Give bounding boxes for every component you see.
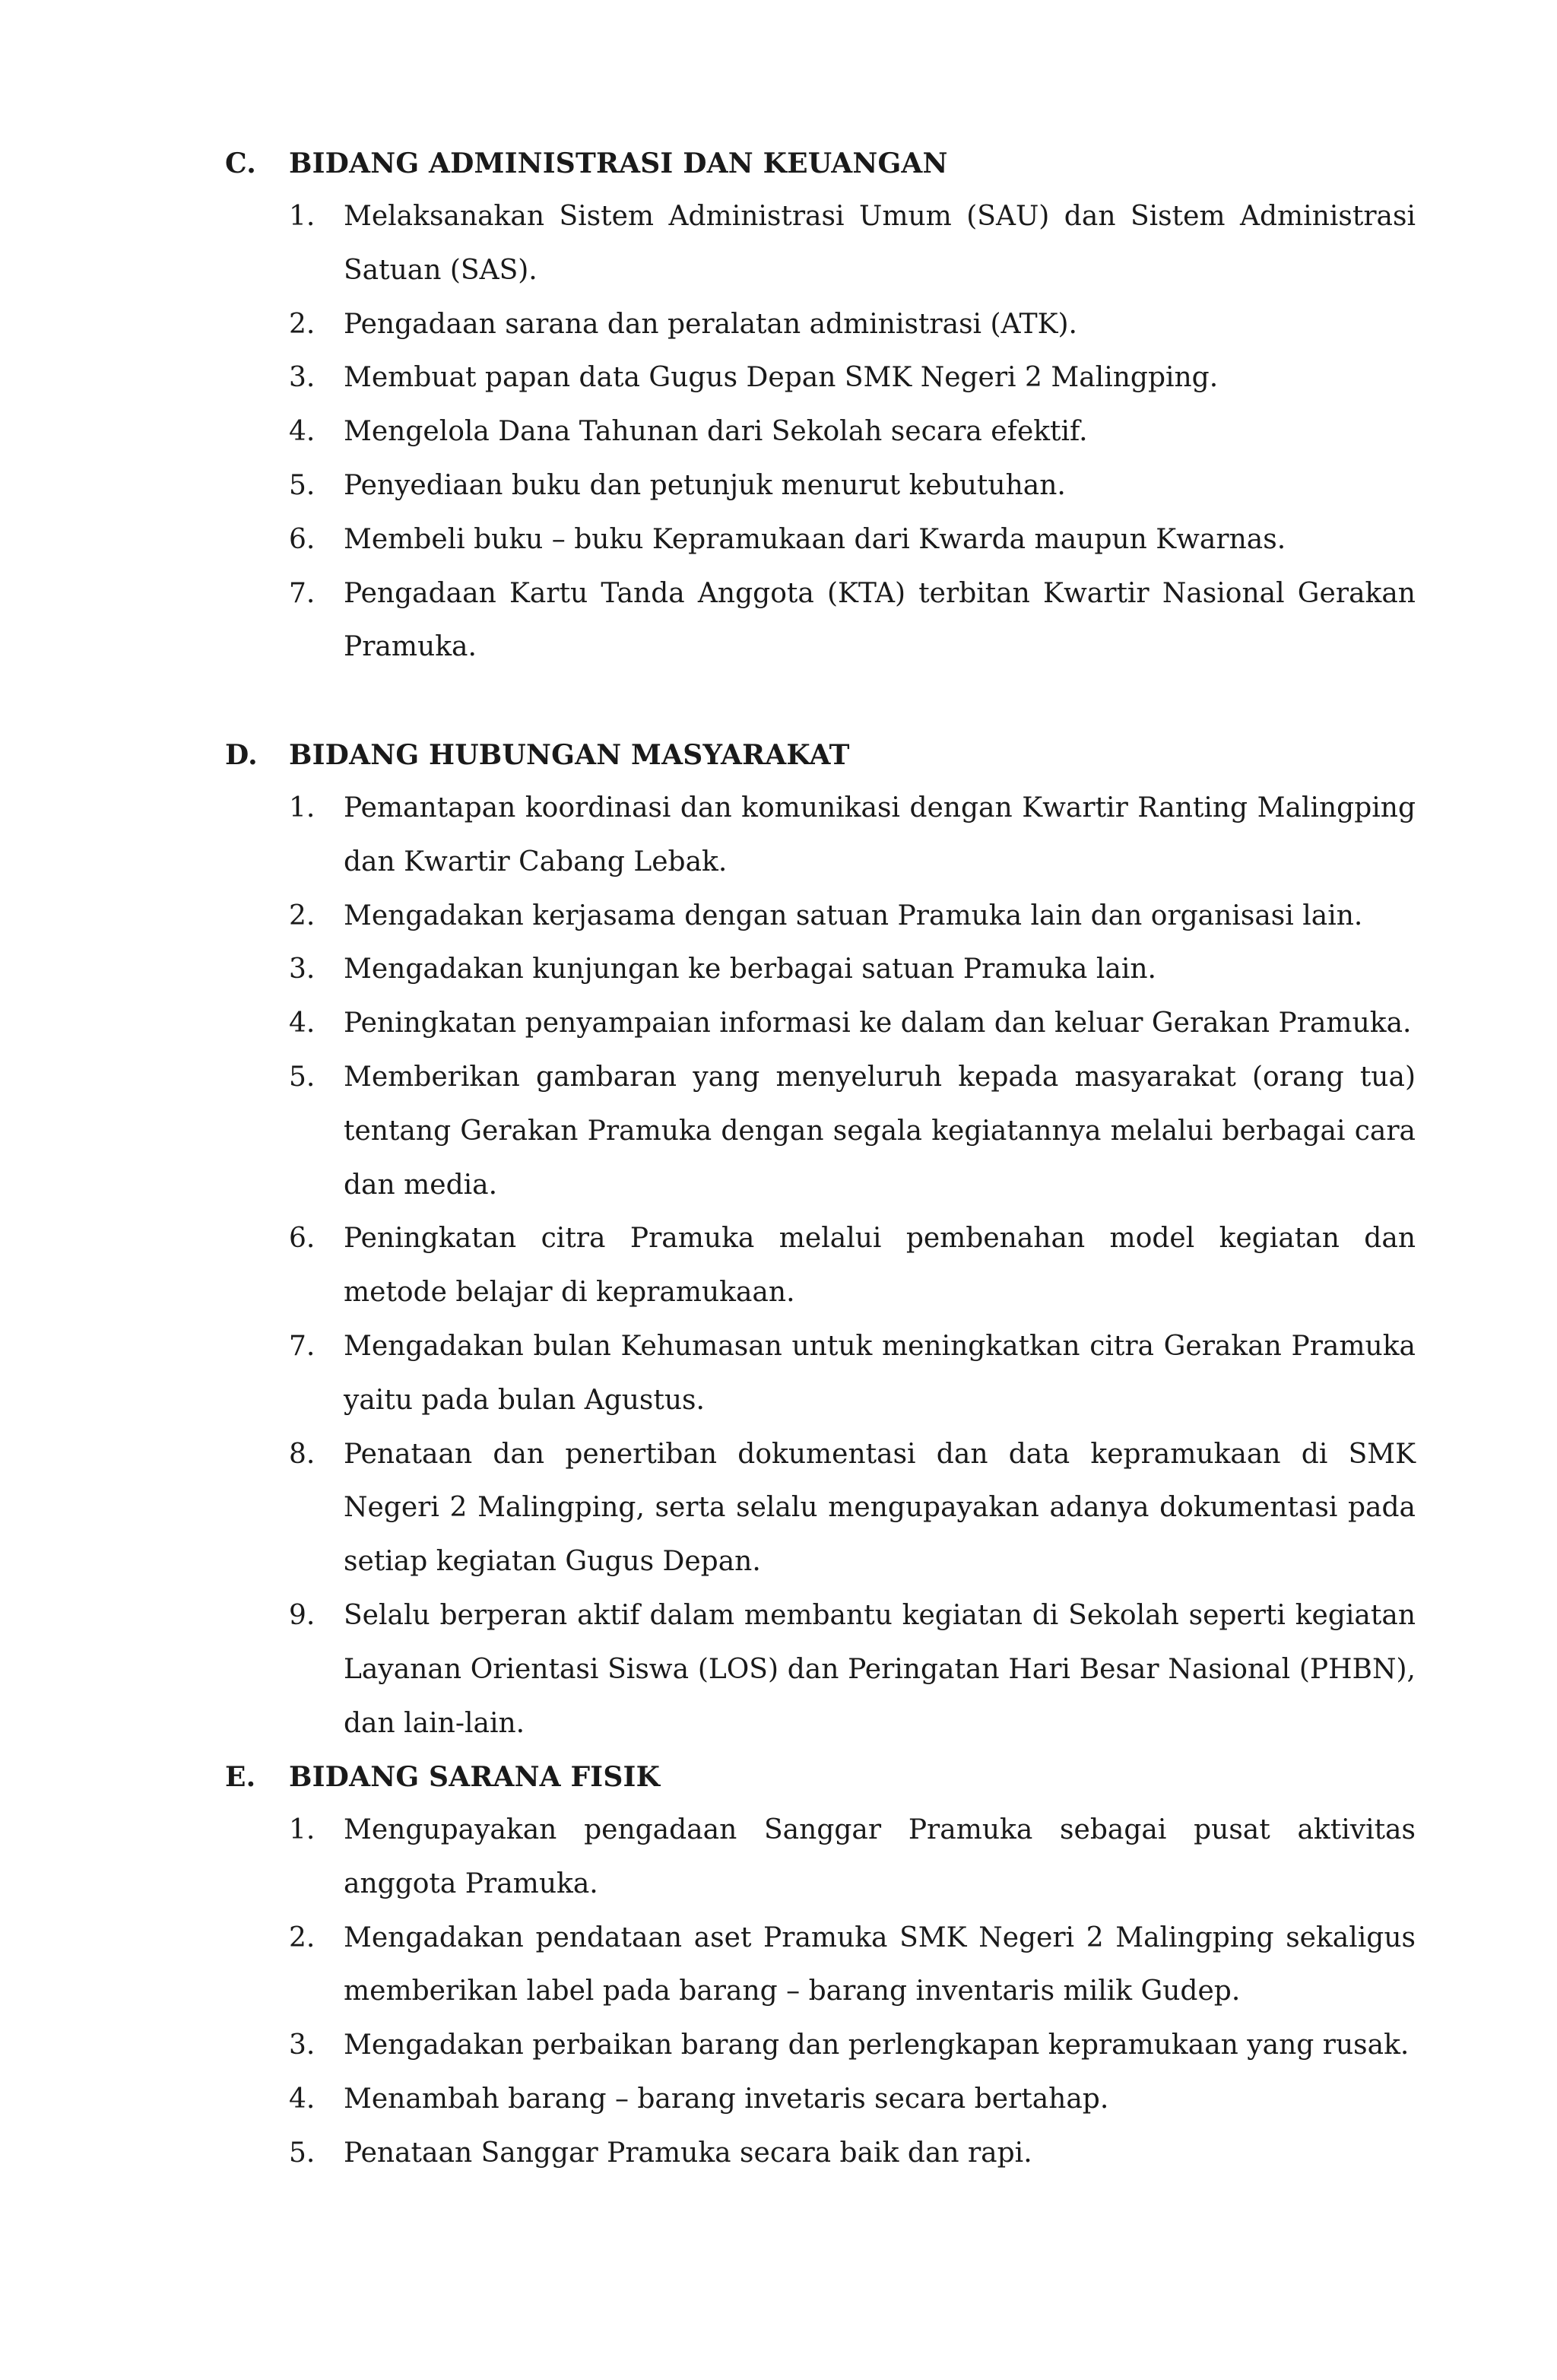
item-number: 2. bbox=[289, 308, 316, 340]
item-number: 7. bbox=[289, 577, 316, 609]
item-list bbox=[225, 782, 1416, 1750]
item-text: Melaksanakan Sistem Administrasi Umum (SAU) dan Sistem Administrasi Satuan (SAS). bbox=[344, 201, 1416, 286]
section-sarana-fisik bbox=[225, 1750, 1416, 2181]
section-letter: D. bbox=[225, 739, 258, 771]
item-number: 4. bbox=[289, 1008, 316, 1039]
item-number: 2. bbox=[289, 900, 316, 931]
section-title: BIDANG HUBUNGAN MASYARAKAT bbox=[289, 739, 850, 771]
list-item bbox=[225, 2127, 1416, 2181]
section-letter: C. bbox=[225, 148, 256, 179]
item-number: 5. bbox=[289, 469, 316, 501]
item-number: 3. bbox=[289, 954, 316, 985]
item-text: Penataan dan penertiban dokumentasi dan data kepramukaan di SMK Negeri 2 Malingping, serta selalu mengupayakan adanya dokumentasi pada setiap kegiatan Gugus Depan. bbox=[344, 1438, 1416, 1578]
list-item bbox=[225, 2073, 1416, 2127]
item-text: Menambah barang – barang invetaris secara bertahap. bbox=[344, 2083, 1109, 2115]
section-heading bbox=[225, 728, 1416, 782]
list-item bbox=[225, 351, 1416, 405]
section-title: BIDANG SARANA FISIK bbox=[289, 1761, 661, 1793]
list-item bbox=[225, 190, 1416, 298]
item-text: Membeli buku – buku Kepramukaan dari Kwarda maupun Kwarnas. bbox=[344, 523, 1286, 555]
list-item bbox=[225, 943, 1416, 997]
item-list bbox=[225, 190, 1416, 674]
item-list bbox=[225, 1804, 1416, 2181]
item-number: 4. bbox=[289, 2083, 316, 2115]
item-number: 1. bbox=[289, 792, 316, 823]
list-item bbox=[225, 567, 1416, 675]
section-heading bbox=[225, 1750, 1416, 1804]
item-text: Mengadakan kerjasama dengan satuan Pramuka lain dan organisasi lain. bbox=[344, 900, 1363, 931]
list-item bbox=[225, 1051, 1416, 1212]
list-item bbox=[225, 2019, 1416, 2073]
list-item bbox=[225, 513, 1416, 567]
list-item bbox=[225, 997, 1416, 1051]
section-heading bbox=[225, 137, 1416, 190]
list-item bbox=[225, 1428, 1416, 1589]
item-text: Pengadaan sarana dan peralatan administrasi (ATK). bbox=[344, 308, 1077, 340]
section-administrasi-keuangan bbox=[225, 137, 1416, 674]
item-text: Mengupayakan pengadaan Sanggar Pramuka sebagai pusat aktivitas anggota Pramuka. bbox=[344, 1814, 1416, 1899]
item-text: Pengadaan Kartu Tanda Anggota (KTA) terbitan Kwartir Nasional Gerakan Pramuka. bbox=[344, 577, 1416, 663]
item-text: Selalu berperan aktif dalam membantu kegiatan di Sekolah seperti kegiatan Layanan Orientasi Siswa (LOS) dan Peringatan Hari Besar Nasional (PHBN), dan lain-lain. bbox=[344, 1599, 1416, 1739]
list-item bbox=[225, 890, 1416, 944]
item-text: Membuat papan data Gugus Depan SMK Negeri 2 Malingping. bbox=[344, 362, 1219, 394]
list-item bbox=[225, 1912, 1416, 2020]
item-number: 1. bbox=[289, 201, 316, 232]
item-text: Peningkatan citra Pramuka melalui pembenahan model kegiatan dan metode belajar di kepramukaan. bbox=[344, 1223, 1416, 1309]
list-item bbox=[225, 1804, 1416, 1912]
list-item bbox=[225, 1589, 1416, 1750]
list-item bbox=[225, 459, 1416, 513]
item-text: Memberikan gambaran yang menyeluruh kepada masyarakat (orang tua) tentang Gerakan Pramuka dengan segala kegiatannya melalui berbagai cara dan media. bbox=[344, 1061, 1416, 1201]
item-number: 3. bbox=[289, 362, 316, 394]
item-number: 7. bbox=[289, 1330, 316, 1362]
item-text: Pemantapan koordinasi dan komunikasi dengan Kwartir Ranting Malingping dan Kwartir Cabang Lebak. bbox=[344, 792, 1416, 877]
list-item bbox=[225, 1320, 1416, 1428]
item-text: Mengadakan kunjungan ke berbagai satuan Pramuka lain. bbox=[344, 954, 1156, 985]
section-letter: E. bbox=[225, 1761, 256, 1793]
item-number: 3. bbox=[289, 2029, 316, 2061]
list-item bbox=[225, 298, 1416, 352]
item-number: 1. bbox=[289, 1814, 316, 1845]
item-number: 9. bbox=[289, 1599, 316, 1631]
item-number: 6. bbox=[289, 1223, 316, 1255]
section-title: BIDANG ADMINISTRASI DAN KEUANGAN bbox=[289, 148, 948, 179]
item-number: 5. bbox=[289, 2137, 316, 2169]
item-number: 6. bbox=[289, 523, 316, 555]
item-text: Mengelola Dana Tahunan dari Sekolah secara efektif. bbox=[344, 416, 1088, 448]
section-hubungan-masyarakat bbox=[225, 728, 1416, 1750]
item-number: 8. bbox=[289, 1438, 316, 1470]
item-text: Penataan Sanggar Pramuka secara baik dan rapi. bbox=[344, 2137, 1032, 2169]
item-number: 5. bbox=[289, 1061, 316, 1093]
item-text: Peningkatan penyampaian informasi ke dalam dan keluar Gerakan Pramuka. bbox=[344, 1008, 1412, 1039]
item-text: Penyediaan buku dan petunjuk menurut kebutuhan. bbox=[344, 469, 1066, 501]
list-item bbox=[225, 782, 1416, 890]
item-text: Mengadakan bulan Kehumasan untuk meningkatkan citra Gerakan Pramuka yaitu pada bulan Agustus. bbox=[344, 1330, 1416, 1416]
item-text: Mengadakan pendataan aset Pramuka SMK Negeri 2 Malingping sekaligus memberikan label pada barang – barang inventaris milik Gudep. bbox=[344, 1921, 1416, 2007]
list-item bbox=[225, 405, 1416, 459]
item-number: 2. bbox=[289, 1921, 316, 1953]
item-text: Mengadakan perbaikan barang dan perlengkapan kepramukaan yang rusak. bbox=[344, 2029, 1410, 2061]
item-number: 4. bbox=[289, 416, 316, 448]
list-item bbox=[225, 1212, 1416, 1320]
